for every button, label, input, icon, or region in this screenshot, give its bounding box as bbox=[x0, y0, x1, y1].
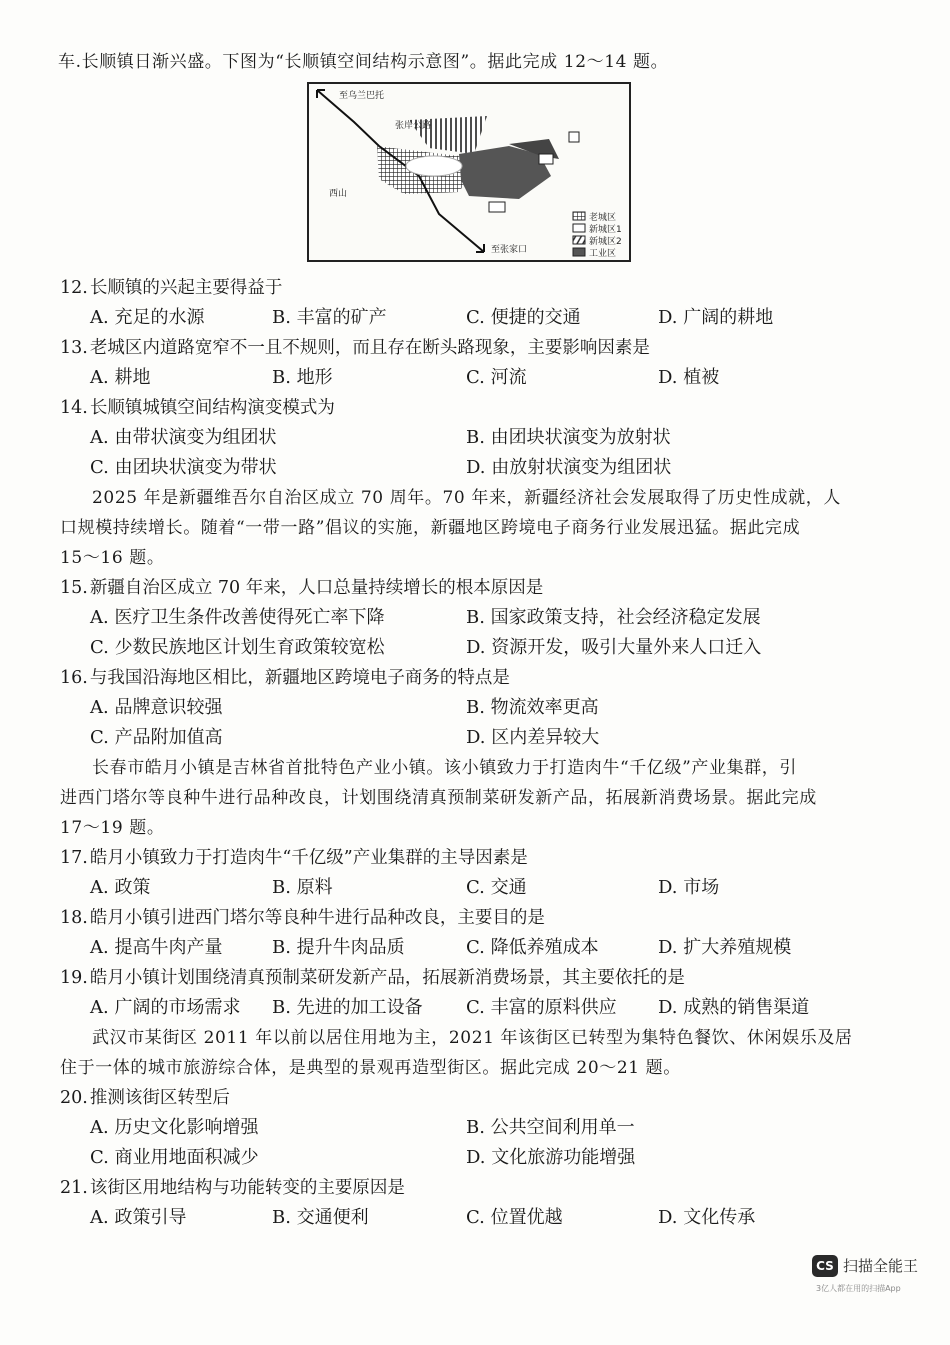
option-b: B. 由团块状演变为放射状 bbox=[466, 427, 671, 448]
option-d: D. 扩大养殖规模 bbox=[658, 937, 792, 958]
legend-swatch-new-district-2 bbox=[573, 236, 585, 244]
question-20 bbox=[60, 1086, 230, 1110]
question-stem: 长顺镇的兴起主要得益于 bbox=[89, 278, 283, 298]
option-b: B. 先进的加工设备 bbox=[272, 997, 423, 1018]
legend-label-new-district-2: 新城区2 bbox=[589, 237, 622, 247]
question-stem: 推测该街区转型后 bbox=[89, 1088, 230, 1108]
option-c: C. 产品附加值高 bbox=[90, 727, 223, 748]
option-d: D. 市场 bbox=[658, 877, 720, 898]
option-a: A. 政策引导 bbox=[90, 1207, 187, 1228]
option-d: D. 资源开发，吸引大量外来人口迁入 bbox=[466, 637, 762, 658]
question-number: 15. bbox=[60, 578, 88, 598]
option-b: B. 提升牛肉品质 bbox=[272, 937, 405, 958]
option-d: D. 广阔的耕地 bbox=[658, 307, 774, 328]
question-15 bbox=[60, 576, 543, 600]
passage-xinjiang-line-2: 口规模持续增长。随着“一带一路”倡议的实施，新疆地区跨境电子商务行业发展迅猛。据此完成 bbox=[60, 518, 801, 538]
option-a: A. 医疗卫生条件改善使得死亡率下降 bbox=[90, 607, 385, 628]
intro-text-q12-14: 车.长顺镇日渐兴盛。下图为“长顺镇空间结构示意图”。据此完成 12～14 题。 bbox=[58, 52, 669, 72]
option-d: D. 区内差异较大 bbox=[466, 727, 600, 748]
question-stem: 皓月小镇计划围绕清真预制菜研发新产品，拓展新消费场景，其主要依托的是 bbox=[89, 968, 685, 988]
option-d: D. 植被 bbox=[658, 367, 720, 388]
legend-label-new-district-1: 新城区1 bbox=[589, 225, 622, 235]
passage-xinjiang-line-3: 15～16 题。 bbox=[60, 548, 165, 568]
option-b: B. 国家政策支持，社会经济稳定发展 bbox=[466, 607, 761, 628]
option-a: A. 提高牛肉产量 bbox=[90, 937, 223, 958]
option-a: A. 广阔的市场需求 bbox=[90, 997, 241, 1018]
question-16 bbox=[60, 666, 510, 690]
question-19 bbox=[60, 966, 685, 990]
map-label-south: 至张家口 bbox=[491, 245, 528, 255]
option-d: D. 由放射状演变为组团状 bbox=[466, 457, 672, 478]
option-c: C. 便捷的交通 bbox=[466, 307, 581, 328]
question-number: 19. bbox=[60, 968, 88, 988]
passage-changchun-line-3: 17～19 题。 bbox=[60, 818, 165, 838]
legend-swatch-old-town bbox=[573, 212, 585, 220]
option-c: C. 降低养殖成本 bbox=[466, 937, 599, 958]
option-c: C. 河流 bbox=[466, 367, 527, 388]
question-number: 21. bbox=[60, 1178, 88, 1198]
option-b: B. 公共空间利用单一 bbox=[466, 1117, 635, 1138]
option-c: C. 少数民族地区计划生育政策较宽松 bbox=[90, 637, 385, 658]
option-b: B. 丰富的矿产 bbox=[272, 307, 387, 328]
option-a: A. 历史文化影响增强 bbox=[90, 1117, 259, 1138]
question-stem: 老城区内道路宽窄不一且不规则，而且存在断头路现象，主要影响因素是 bbox=[89, 338, 650, 358]
option-a: A. 由带状演变为组团状 bbox=[90, 427, 277, 448]
brand-name: 扫描全能王 bbox=[843, 1257, 919, 1275]
question-13 bbox=[60, 336, 650, 360]
question-18 bbox=[60, 906, 545, 930]
question-stem: 长顺镇城镇空间结构演变模式为 bbox=[89, 398, 335, 418]
option-d: D. 文化旅游功能增强 bbox=[466, 1147, 636, 1168]
question-12 bbox=[60, 276, 282, 300]
option-b: B. 物流效率更高 bbox=[466, 697, 599, 718]
camscanner-logo-icon: CS bbox=[812, 1255, 838, 1277]
legend-label-old-town: 老城区 bbox=[589, 213, 617, 223]
question-number: 14. bbox=[60, 398, 88, 418]
passage-wuhan-line-1: 武汉市某街区 2011 年以前以居住用地为主，2021 年该街区已转型为集特色餐饮、休闲娱乐及居 bbox=[92, 1028, 853, 1048]
passage-xinjiang-line-1: 2025 年是新疆维吾尔自治区成立 70 周年。70 年来，新疆经济社会发展取得了历史性成就，人 bbox=[92, 488, 841, 508]
question-stem: 与我国沿海地区相比，新疆地区跨境电子商务的特点是 bbox=[89, 668, 510, 688]
question-17 bbox=[60, 846, 528, 870]
option-c: C. 由团块状演变为带状 bbox=[90, 457, 277, 478]
question-stem: 新疆自治区成立 70 年来，人口总量持续增长的根本原因是 bbox=[89, 578, 544, 598]
passage-wuhan-line-2: 住于一体的城市旅游综合体，是典型的景观再造型街区。据此完成 20～21 题。 bbox=[60, 1058, 681, 1078]
new-district-1-block bbox=[569, 132, 579, 142]
option-a: A. 充足的水源 bbox=[90, 307, 205, 328]
map-graphic bbox=[309, 84, 629, 260]
option-a: A. 政策 bbox=[90, 877, 151, 898]
legend-swatch-new-district-1 bbox=[573, 224, 585, 232]
question-number: 20. bbox=[60, 1088, 88, 1108]
map-label-road: 张岸公路 bbox=[395, 121, 432, 131]
question-number: 17. bbox=[60, 848, 88, 868]
option-b: B. 地形 bbox=[272, 367, 333, 388]
map-legend bbox=[573, 211, 622, 259]
question-stem: 该街区用地结构与功能转变的主要原因是 bbox=[89, 1178, 405, 1198]
option-d: D. 成熟的销售渠道 bbox=[658, 997, 810, 1018]
passage-changchun-line-2: 进西门塔尔等良种牛进行品种改良，计划围绕清真预制菜研发新产品，拓展新消费场景。据此完成 bbox=[60, 788, 817, 808]
new-district-1-block bbox=[539, 154, 553, 164]
lake-shape bbox=[406, 156, 462, 176]
legend-label-industrial: 工业区 bbox=[589, 249, 617, 259]
option-c: C. 丰富的原料供应 bbox=[466, 997, 617, 1018]
option-c: C. 位置优越 bbox=[466, 1207, 563, 1228]
question-14 bbox=[60, 396, 335, 420]
passage-changchun-line-1: 长春市皓月小镇是吉林省首批特色产业小镇。该小镇致力于打造肉牛“千亿级”产业集群，引 bbox=[92, 758, 797, 778]
question-stem: 皓月小镇致力于打造肉牛“千亿级”产业集群的主导因素是 bbox=[89, 848, 528, 868]
question-number: 12. bbox=[60, 278, 88, 298]
option-d: D. 文化传承 bbox=[658, 1207, 756, 1228]
question-21 bbox=[60, 1176, 405, 1200]
option-a: A. 品牌意识较强 bbox=[90, 697, 223, 718]
map-label-north: 至乌兰巴托 bbox=[339, 91, 385, 101]
town-spatial-structure-map bbox=[307, 82, 631, 262]
option-b: B. 原料 bbox=[272, 877, 333, 898]
question-number: 13. bbox=[60, 338, 88, 358]
brand-tagline: 3亿人都在用的扫描App bbox=[816, 1284, 901, 1293]
question-stem: 皓月小镇引进西门塔尔等良种牛进行品种改良，主要目的是 bbox=[89, 908, 545, 928]
option-c: C. 商业用地面积减少 bbox=[90, 1147, 259, 1168]
legend-swatch-industrial bbox=[573, 248, 585, 256]
option-b: B. 交通便利 bbox=[272, 1207, 369, 1228]
map-label-west-hill: 西山 bbox=[329, 189, 348, 199]
option-a: A. 耕地 bbox=[90, 367, 151, 388]
option-c: C. 交通 bbox=[466, 877, 527, 898]
new-district-1-block bbox=[489, 202, 505, 212]
question-number: 18. bbox=[60, 908, 88, 928]
question-number: 16. bbox=[60, 668, 88, 688]
